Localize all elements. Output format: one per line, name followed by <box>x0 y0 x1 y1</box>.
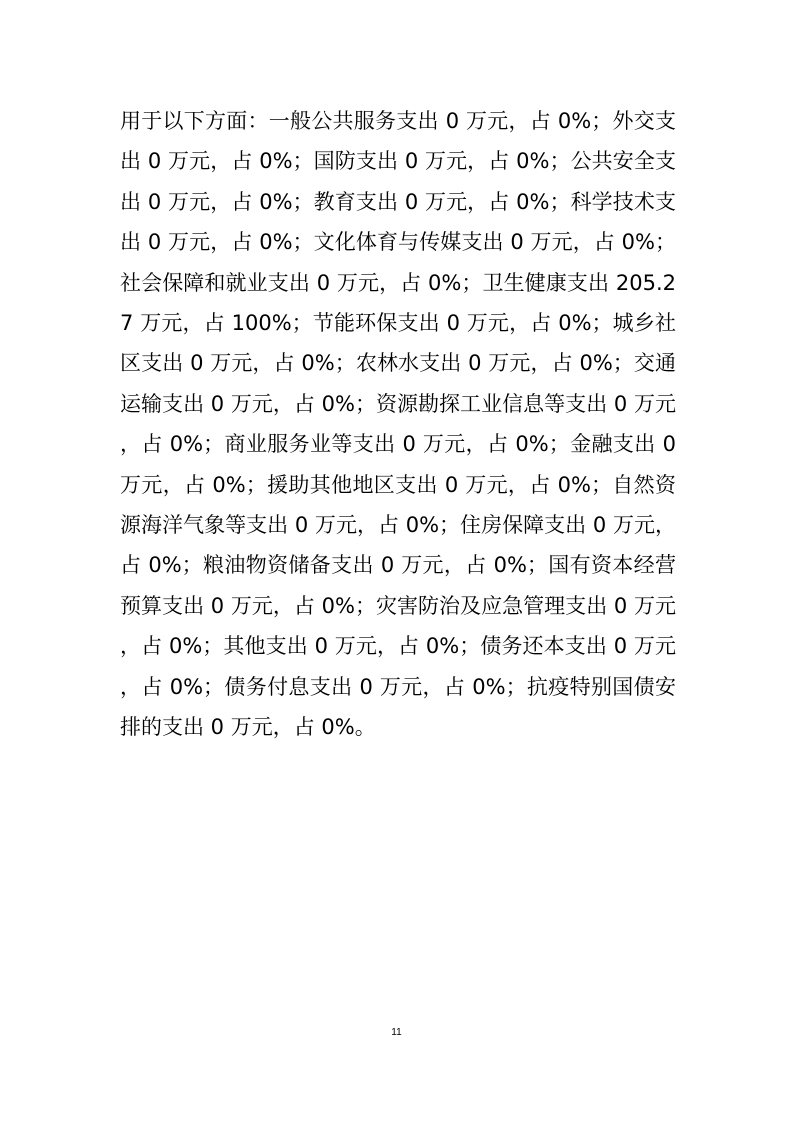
page-number: 11 <box>391 1027 402 1038</box>
body-paragraph: 用于以下方面：一般公共服务支出 0 万元，占 0%；外交支出 0 万元，占 0%；国防支出 0 万元，占 0%；公共安全支出 0 万元，占 0%；教育支出 0 万元，占 0%；科学技术支出 0 万元，占 0%；文化体育与传媒支出 0 万元，占 0%；社会保障和就业支出 0 万元，占 0%；卫生健康支出 205.27 万元，占 100%；节能环保支出 0 万元，占 0%；城乡社区支出 0 万元，占 0%；农林水支出 0 万元，占 0%；交通运输支出 0 万元，占 0%；资源勘探工业信息等支出 0 万元，占 0%；商业服务业等支出 0 万元，占 0%；金融支出 0 万元，占 0%；援助其他地区支出 0 万元，占 0%；自然资源海洋气象等支出 0 万元，占 0%；住房保障支出 0 万元，占 0%；粮油物资储备支出 0 万元，占 0%；国有资本经营预算支出 0 万元，占 0%；灾害防治及应急管理支出 0 万元，占 0%；其他支出 0 万元，占 0%；债务还本支出 0 万元，占 0%；债务付息支出 0 万元，占 0%；抗疫特别国债安排的支出 0 万元，占 0%。 <box>120 109 676 740</box>
